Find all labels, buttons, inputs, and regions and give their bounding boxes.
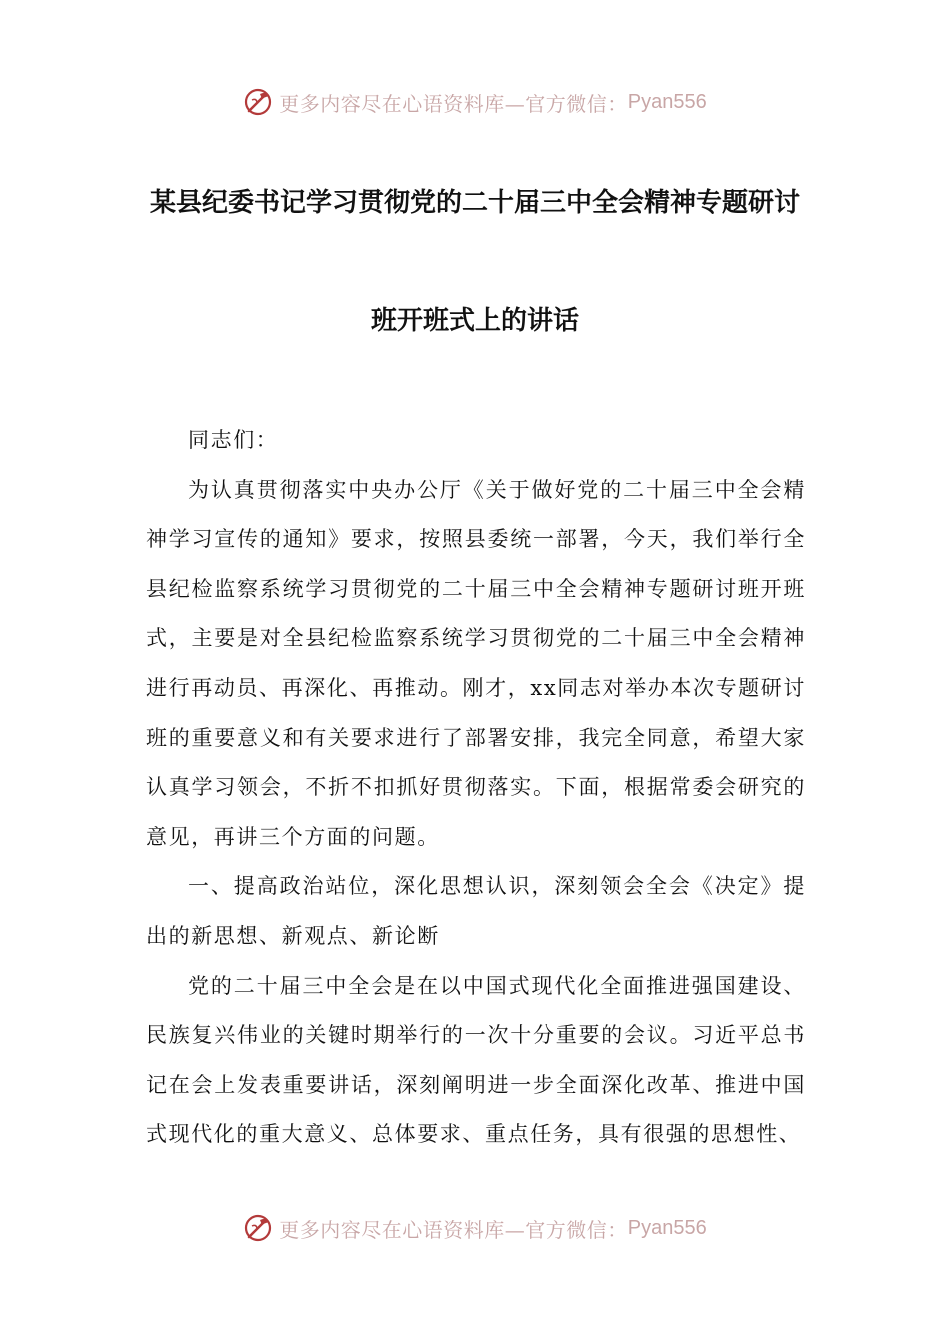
watermark-banner-top xyxy=(0,82,950,122)
paragraph: 党的二十届三中全会是在以中国式现代化全面推进强国建设、民族复兴伟业的关键时期举行的一次十分重要的会议。习近平总书记在会上发表重要讲话，深刻阐明进一步全面深化改革、推进中国式现代化的重大意义、总体要求、重点任务，具有很强的思想性、 xyxy=(146,973,806,1147)
watermark-banner-bottom xyxy=(0,1208,950,1248)
document-title-line-2: 班开班式上的讲话 xyxy=(370,306,579,336)
pen-logo-icon xyxy=(243,1213,273,1243)
document-body xyxy=(146,416,806,1160)
watermark-text: 更多内容尽在心语资料库—官方微信： xyxy=(279,91,628,116)
watermark-wechat-id: Pyan556 xyxy=(627,1216,707,1239)
greeting: 同志们： xyxy=(188,428,279,452)
watermark-wechat-id: Pyan556 xyxy=(627,90,707,113)
paragraph: 为认真贯彻落实中央办公厅《关于做好党的二十届三中全会精神学习宣传的通知》要求，按照县委统一部署，今天，我们举行全县纪检监察系统学习贯彻党的二十届三中全会精神专题研讨班开班式，主要是对全县纪检监察系统学习贯彻党的二十届三中全会精神进行再动员、再深化、再推动。刚才，xx同志对举办本次专题研讨班的重要意义和有关要求进行了部署安排，我完全同意，希望大家认真学习领会，不折不扣抓好贯彻落实。下面，根据常委会研究的意见，再讲三个方面的问题。 xyxy=(146,477,806,849)
document-title-line-1: 某县纪委书记学习贯彻党的二十届三中全会精神专题研讨 xyxy=(149,188,800,218)
section-heading: 一、提高政治站位，深化思想认识，深刻领会全会《决定》提出的新思想、新观点、新论断 xyxy=(146,874,806,948)
pen-logo-icon xyxy=(243,87,273,117)
watermark-text: 更多内容尽在心语资料库—官方微信： xyxy=(279,1217,628,1242)
